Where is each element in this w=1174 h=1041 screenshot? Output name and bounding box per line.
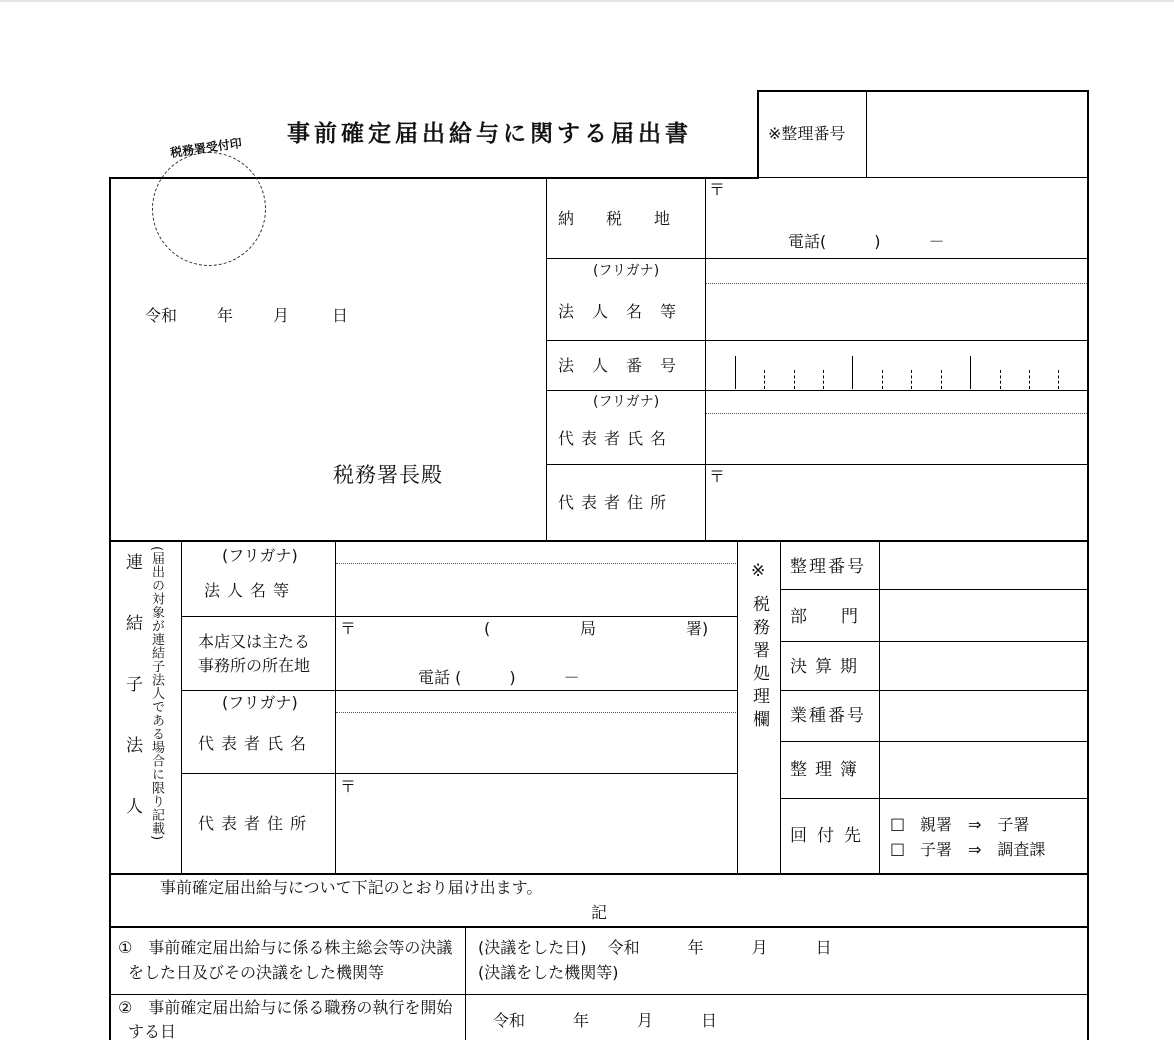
rep-address-label: 代表者住所	[558, 493, 674, 512]
corp-name-furigana-label: (フリガナ)	[593, 263, 660, 279]
sub-rep-name-field[interactable]	[336, 691, 737, 773]
office-use-label: 税務署処理欄	[749, 595, 769, 733]
stamp-label: 税務署受付印	[169, 136, 243, 160]
office-row-label: 部 門	[790, 607, 858, 627]
routing-option-label: 親署 ⇒ 子署	[920, 815, 1030, 834]
sub-hq-phone: 電話 ( ) －	[418, 668, 580, 687]
corp-number-label: 法 人 番 号	[558, 356, 678, 375]
sub-hq-postal-mark: 〒	[340, 619, 357, 638]
sub-corp-name-label: 法人名等	[204, 581, 297, 600]
routing-option-label: 子署 ⇒ 調査課	[920, 840, 1046, 859]
item-1-value-line1: (決議をした日) 令和 年 月 日	[478, 938, 832, 957]
sub-hq-label-line1: 本店又は主たる	[198, 632, 311, 651]
consolidated-heading-note: (届出の対象が連結子法人である場合に限り記載)	[149, 546, 164, 841]
top-strip	[0, 0, 1174, 2]
tax-address-field[interactable]	[706, 179, 1087, 258]
corp-name-field[interactable]	[706, 259, 1087, 340]
date-month: 月	[273, 306, 290, 325]
rep-name-furigana-label: (フリガナ)	[593, 394, 660, 410]
routing-checkbox[interactable]: □	[890, 814, 906, 833]
item-2-label-line2: する日	[128, 1022, 177, 1041]
date-year: 年	[217, 306, 234, 325]
notice-text: 事前確定届出給与について下記のとおり届け出ます。	[160, 878, 543, 897]
sub-rep-address-postal-mark: 〒	[340, 777, 357, 796]
routing-checkbox[interactable]: □	[890, 839, 906, 858]
sub-hq-label-line2: 事務所の所在地	[198, 656, 311, 675]
office-row-label: 業種番号	[790, 706, 866, 726]
rep-address-field[interactable]	[706, 465, 1087, 540]
tax-address-label: 納 税 地	[558, 209, 671, 228]
item-2-value-line1: 令和 年 月 日	[493, 1011, 718, 1030]
office-row-label: 整理番号	[790, 557, 866, 577]
sub-corp-name-field[interactable]	[336, 542, 737, 616]
office-row-label: 整理簿	[790, 760, 865, 780]
form-title: 事前確定届出給与に関する届出書	[287, 121, 692, 147]
sub-hq-office-open: (	[484, 619, 491, 638]
office-row-label: 回付先	[790, 826, 871, 846]
sub-rep-name-label: 代表者氏名	[198, 734, 314, 753]
date-day: 日	[332, 306, 349, 325]
item-1-field[interactable]	[466, 928, 1087, 994]
notice-ki: 記	[591, 903, 608, 922]
sub-rep-address-field[interactable]	[336, 774, 737, 873]
rep-address-postal-mark: 〒	[709, 467, 726, 486]
tax-address-phone: 電話( ) －	[788, 232, 945, 251]
consolidated-heading: 連結子法人	[122, 553, 142, 858]
admin-number-label: ※整理番号	[768, 124, 846, 143]
item-2-label-line1: ② 事前確定届出給与に係る職務の執行を開始	[118, 998, 453, 1017]
office-row-label: 決算期	[790, 657, 865, 677]
sub-hq-field[interactable]	[336, 617, 737, 690]
office-use-mark: ※	[751, 561, 766, 581]
item-2-field[interactable]	[466, 995, 1087, 1040]
item-1-value-line2: (決議をした機関等)	[478, 963, 619, 982]
sub-corp-furigana-label: (フリガナ)	[222, 546, 298, 565]
item-1-label-line1: ① 事前確定届出給与に係る株主総会等の決議	[118, 938, 453, 957]
addressee: 税務署長殿	[333, 463, 443, 487]
sub-hq-office-close: 署)	[686, 619, 709, 638]
rep-name-field[interactable]	[706, 391, 1087, 464]
admin-number-field[interactable]	[867, 92, 1087, 177]
stamp-circle	[152, 152, 266, 266]
rep-name-label: 代表者氏名	[558, 429, 674, 448]
corp-name-label: 法 人 名 等	[558, 302, 678, 321]
sub-hq-office-bureau: 局	[580, 619, 597, 638]
sub-rep-furigana-label: (フリガナ)	[222, 693, 298, 712]
date-era: 令和	[145, 306, 178, 325]
sub-rep-address-label: 代表者住所	[198, 814, 314, 833]
item-1-label-line2: をした日及びその決議をした機関等	[128, 963, 385, 982]
tax-address-postal-mark: 〒	[709, 180, 726, 199]
